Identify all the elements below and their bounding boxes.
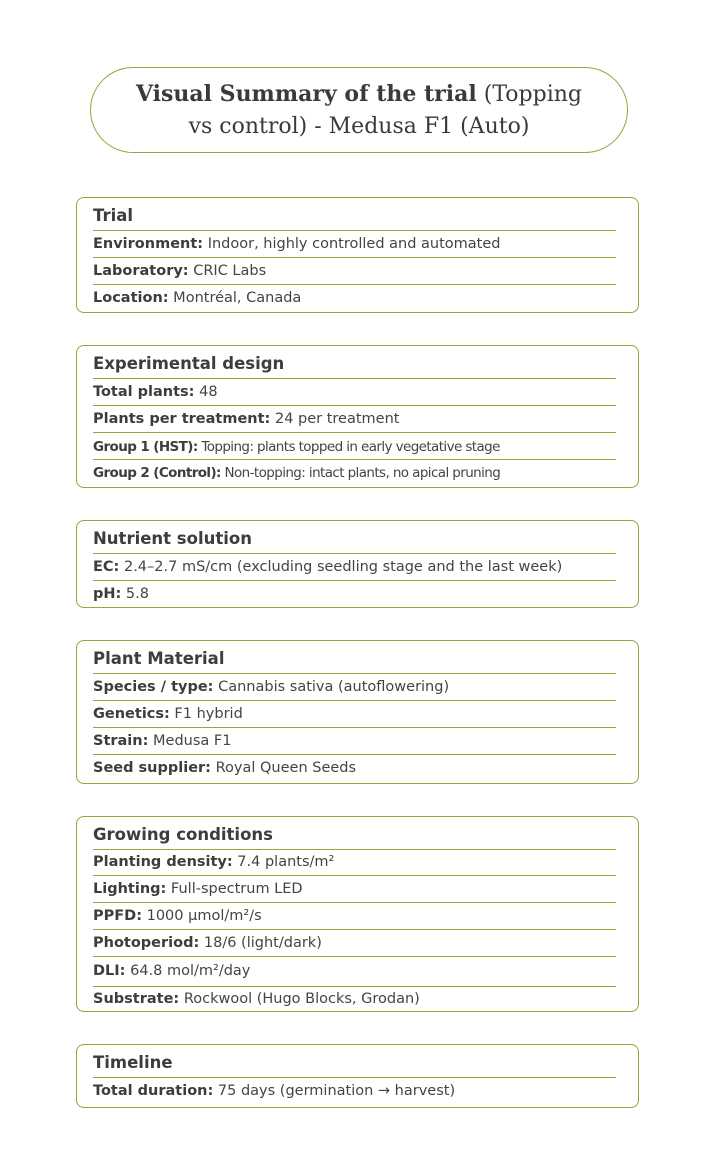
card-heading: Growing conditions bbox=[93, 817, 616, 850]
row-value: 64.8 mol/m²/day bbox=[125, 963, 251, 979]
card-heading: Nutrient solution bbox=[93, 521, 616, 554]
row-value: 7.4 plants/m² bbox=[232, 854, 335, 870]
row-value: CRIC Labs bbox=[188, 263, 267, 279]
info-row bbox=[93, 930, 616, 957]
trial-card bbox=[76, 197, 639, 313]
info-row bbox=[93, 957, 616, 987]
info-row bbox=[93, 460, 616, 486]
row-key: Strain: bbox=[93, 733, 149, 749]
row-value: 75 days (germination → harvest) bbox=[213, 1083, 456, 1099]
info-row bbox=[93, 850, 616, 876]
row-value: 48 bbox=[194, 384, 218, 400]
info-row bbox=[93, 728, 616, 755]
row-key: Species / type: bbox=[93, 679, 214, 695]
row-value: Montréal, Canada bbox=[168, 290, 302, 306]
card-heading: Experimental design bbox=[93, 346, 616, 379]
info-row bbox=[93, 258, 616, 285]
row-key: Group 2 (Control): bbox=[93, 465, 221, 481]
info-row bbox=[93, 987, 616, 1011]
info-row bbox=[93, 876, 616, 903]
plant-material-card bbox=[76, 640, 639, 784]
row-value: Medusa F1 bbox=[148, 733, 232, 749]
row-key: DLI: bbox=[93, 963, 126, 979]
experimental-design-card bbox=[76, 345, 639, 488]
row-key: Seed supplier: bbox=[93, 760, 211, 776]
row-key: Group 1 (HST): bbox=[93, 439, 198, 455]
row-key: Photoperiod: bbox=[93, 935, 200, 951]
row-value: 24 per treatment bbox=[270, 411, 400, 427]
info-row bbox=[93, 285, 616, 311]
page-title-rest: (Topping vs control) - Medusa F1 (Auto) bbox=[188, 81, 582, 139]
row-value: Indoor, highly controlled and automated bbox=[203, 236, 501, 252]
info-row bbox=[93, 379, 616, 406]
row-value: Non-topping: intact plants, no apical pruning bbox=[220, 465, 501, 481]
info-row bbox=[93, 755, 616, 782]
row-value: 5.8 bbox=[121, 586, 149, 602]
row-value: Royal Queen Seeds bbox=[210, 760, 357, 776]
info-row bbox=[93, 674, 616, 701]
row-key: Laboratory: bbox=[93, 263, 189, 279]
row-value: 2.4–2.7 mS/cm (excluding seedling stage and the last week) bbox=[119, 559, 563, 575]
nutrient-solution-card bbox=[76, 520, 639, 608]
row-value: F1 hybrid bbox=[169, 706, 243, 722]
info-row bbox=[93, 581, 616, 607]
row-value: 1000 µmol/m²/s bbox=[142, 908, 262, 924]
timeline-card bbox=[76, 1044, 639, 1108]
card-heading: Trial bbox=[93, 198, 616, 231]
info-row bbox=[93, 433, 616, 460]
info-row bbox=[93, 903, 616, 930]
info-row bbox=[93, 701, 616, 728]
row-key: Genetics: bbox=[93, 706, 170, 722]
info-row bbox=[93, 406, 616, 433]
row-key: Environment: bbox=[93, 236, 204, 252]
row-key: Location: bbox=[93, 290, 169, 306]
row-key: Total duration: bbox=[93, 1083, 214, 1099]
row-value: Rockwool (Hugo Blocks, Grodan) bbox=[179, 991, 420, 1007]
row-key: pH: bbox=[93, 586, 122, 602]
growing-conditions-card bbox=[76, 816, 639, 1012]
row-value: Cannabis sativa (autoflowering) bbox=[213, 679, 450, 695]
row-value: 18/6 (light/dark) bbox=[199, 935, 322, 951]
info-row bbox=[93, 1078, 616, 1106]
row-key: Lighting: bbox=[93, 881, 167, 897]
page-title bbox=[90, 67, 628, 153]
row-key: Total plants: bbox=[93, 384, 195, 400]
row-key: Plants per treatment: bbox=[93, 411, 271, 427]
row-value: Topping: plants topped in early vegetative stage bbox=[197, 439, 500, 455]
page-title-bold: Visual Summary of the trial bbox=[135, 80, 477, 107]
row-key: EC: bbox=[93, 559, 120, 575]
row-key: PPFD: bbox=[93, 908, 142, 924]
row-key: Planting density: bbox=[93, 854, 233, 870]
row-key: Substrate: bbox=[93, 991, 180, 1007]
info-row bbox=[93, 231, 616, 258]
card-heading: Timeline bbox=[93, 1045, 616, 1078]
info-row bbox=[93, 554, 616, 581]
card-heading: Plant Material bbox=[93, 641, 616, 674]
row-value: Full-spectrum LED bbox=[166, 881, 303, 897]
